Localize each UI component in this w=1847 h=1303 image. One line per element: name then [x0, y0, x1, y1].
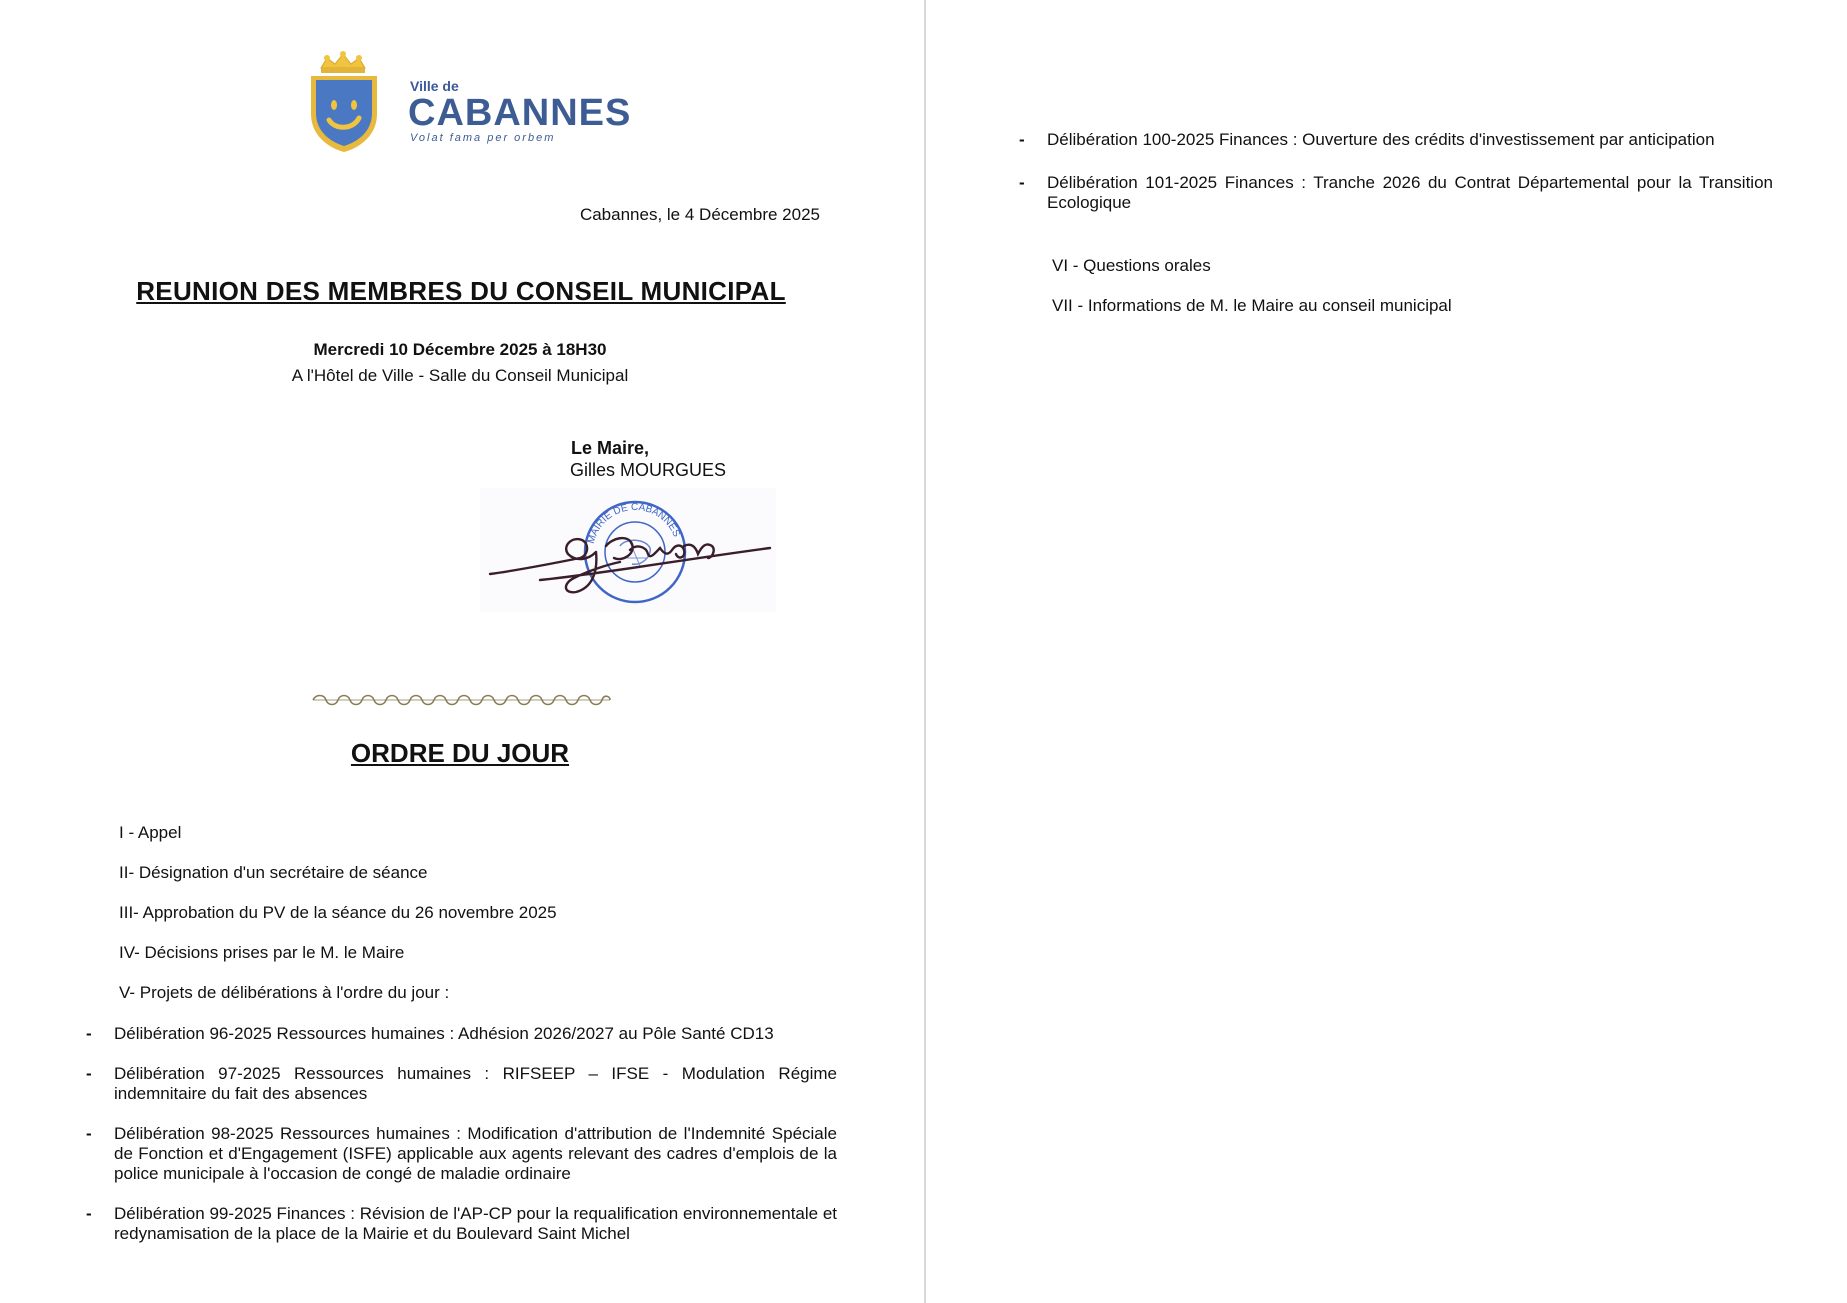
agenda-item: III- Approbation du PV de la séance du 26 novembre 2025	[119, 903, 557, 922]
list-bullet: -	[86, 1064, 92, 1083]
agenda-item: II- Désignation d'un secrétaire de séance	[119, 863, 428, 882]
letter-date: Cabannes, le 4 Décembre 2025	[579, 205, 820, 224]
signature-stamp	[480, 488, 776, 612]
document-title: REUNION DES MEMBRES DU CONSEIL MUNICIPAL	[136, 276, 786, 306]
agenda-item: VI - Questions orales	[1052, 256, 1211, 275]
ornament-icon	[310, 692, 613, 708]
maire-title: Le Maire,	[571, 438, 650, 458]
maire-name: Gilles MOURGUES	[570, 460, 727, 480]
stamp-text: MAIRIE DE CABANNES	[585, 501, 682, 545]
signature-icon	[480, 488, 776, 612]
list-bullet: -	[1019, 173, 1025, 192]
logo-city-name: CABANNES	[408, 92, 632, 134]
list-bullet: -	[86, 1024, 92, 1043]
logo-prefix: Ville de	[410, 78, 459, 94]
deliberation-item: Délibération 101-2025 Finances : Tranche 2026 du Contrat Départemental pour la Transition Ecologique	[1047, 173, 1773, 212]
page-right	[926, 0, 1847, 1303]
agenda-item: IV- Décisions prises par le M. le Maire	[119, 943, 405, 962]
agenda-item: I - Appel	[119, 823, 182, 842]
deliberation-item: Délibération 99-2025 Finances : Révision de l'AP-CP pour la requalification environnementale et redynamisation de la place de la Mairie et du Boulevard Saint Michel	[114, 1204, 838, 1243]
logo-motto: Volat fama per orbem	[410, 132, 556, 144]
agenda-item: VII - Informations de M. le Maire au conseil municipal	[1052, 296, 1452, 315]
ornament-divider	[310, 692, 613, 708]
city-logo	[307, 50, 637, 160]
deliberation-item: Délibération 97-2025 Ressources humaines : RIFSEEP – IFSE - Modulation Régime indemnitaire du fait des absences	[114, 1064, 837, 1103]
shield-icon	[307, 50, 387, 156]
list-bullet: -	[86, 1124, 92, 1143]
deliberation-item: Délibération 100-2025 Finances : Ouverture des crédits d'investissement par anticipation	[1047, 130, 1715, 149]
crown-icon	[321, 51, 365, 73]
meeting-datetime: Mercredi 10 Décembre 2025 à 18H30	[313, 340, 607, 359]
agenda-title: ORDRE DU JOUR	[350, 738, 570, 768]
deliberation-item: Délibération 98-2025 Ressources humaines : Modification d'attribution de l'Indemnité Spéciale de Fonction et d'Engagement (ISFE) applicable aux agents relevant des cadres d'emplois de la police municipale à l'occasion de congé de maladie ordinaire	[114, 1124, 837, 1183]
list-bullet: -	[86, 1204, 92, 1223]
deliberation-item: Délibération 96-2025 Ressources humaines : Adhésion 2026/2027 au Pôle Santé CD13	[114, 1024, 774, 1043]
list-bullet: -	[1019, 130, 1025, 149]
meeting-location: A l'Hôtel de Ville - Salle du Conseil Municipal	[291, 366, 629, 385]
agenda-item: V- Projets de délibérations à l'ordre du jour :	[119, 983, 450, 1002]
